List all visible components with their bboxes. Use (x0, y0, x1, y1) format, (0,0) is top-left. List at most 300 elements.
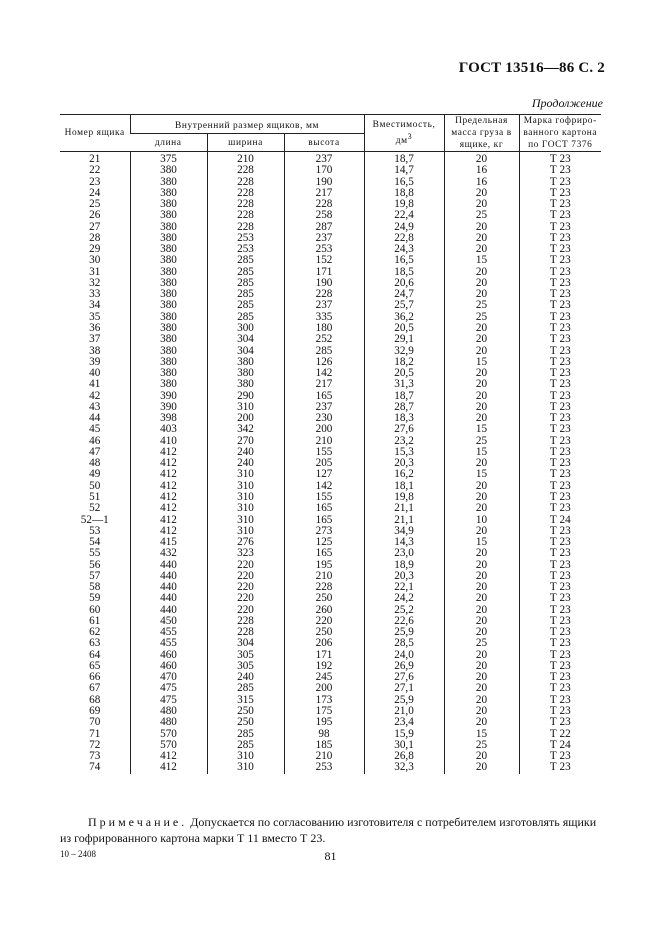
cell-box-number: 70 (89, 717, 101, 729)
cell-cardboard-grade: Т 23 (519, 695, 601, 706)
cell-max-load: 20 (444, 593, 519, 604)
table-row (60, 357, 601, 368)
cell-max-load: 20 (444, 582, 519, 593)
header-capacity (364, 115, 444, 152)
cell-capacity: 20,5 (364, 368, 444, 379)
cell-height: 155 (284, 492, 364, 503)
cell-box-number: 62 (89, 627, 101, 639)
cell-box-number: 45 (89, 424, 101, 436)
table-row (60, 503, 601, 514)
cell-capacity: 31,3 (364, 379, 444, 390)
cell-capacity: 23,4 (364, 717, 444, 728)
cell-width: 304 (207, 334, 284, 345)
table-row (60, 334, 601, 345)
table-row (60, 458, 601, 469)
table-row (60, 222, 601, 233)
cell-max-load: 25 (444, 312, 519, 323)
cell-capacity: 18,2 (364, 357, 444, 368)
cell-cardboard-grade: Т 23 (519, 560, 601, 571)
cell-max-load: 20 (444, 706, 519, 717)
cell-height: 170 (284, 165, 364, 176)
cell-max-load: 20 (444, 481, 519, 492)
cell-capacity: 20,3 (364, 571, 444, 582)
cell-length: 380 (130, 188, 207, 199)
cell-box-number: 23 (89, 176, 101, 188)
cell-box-number: 38 (89, 345, 101, 357)
cell-length: 380 (130, 334, 207, 345)
cell-capacity: 24,7 (364, 289, 444, 300)
table-row (60, 582, 601, 593)
cell-box-number: 48 (89, 458, 101, 470)
cell-cardboard-grade: Т 23 (519, 548, 601, 559)
cell-cardboard-grade: Т 23 (519, 503, 601, 514)
cell-width: 285 (207, 255, 284, 266)
cell-length: 380 (130, 267, 207, 278)
cell-height: 237 (284, 402, 364, 413)
cell-capacity: 18,9 (364, 560, 444, 571)
cell-capacity: 20,5 (364, 323, 444, 334)
header-height: высота (284, 134, 364, 152)
cell-capacity: 24,9 (364, 222, 444, 233)
cell-width: 310 (207, 526, 284, 537)
cell-width: 310 (207, 503, 284, 514)
table-row (60, 560, 601, 571)
table-row (60, 650, 601, 661)
table-row (60, 312, 601, 323)
cell-height: 217 (284, 188, 364, 199)
cell-width: 310 (207, 751, 284, 762)
cell-box-number: 42 (89, 390, 101, 402)
cell-capacity: 21,1 (364, 515, 444, 526)
cell-length: 412 (130, 751, 207, 762)
cell-box-number: 26 (89, 210, 101, 222)
cell-capacity: 16,5 (364, 177, 444, 188)
cell-box-number: 67 (89, 683, 101, 695)
cell-width: 285 (207, 312, 284, 323)
cell-height: 228 (284, 289, 364, 300)
box-sizes-table (60, 114, 601, 774)
cell-width: 323 (207, 548, 284, 559)
cell-max-load: 16 (444, 177, 519, 188)
table-row (60, 289, 601, 300)
cell-box-number: 73 (89, 751, 101, 763)
cell-box-number: 74 (89, 762, 101, 774)
cell-max-load: 20 (444, 526, 519, 537)
cell-cardboard-grade: Т 23 (519, 605, 601, 616)
cell-box-number: 58 (89, 582, 101, 594)
cell-height: 285 (284, 346, 364, 357)
cell-length: 380 (130, 165, 207, 176)
table-row (60, 548, 601, 559)
table-row (60, 683, 601, 694)
cell-length: 480 (130, 717, 207, 728)
cell-max-load: 15 (444, 255, 519, 266)
table-row (60, 638, 601, 649)
cell-max-load: 20 (444, 391, 519, 402)
cell-max-load: 25 (444, 300, 519, 311)
cell-length: 398 (130, 413, 207, 424)
cell-cardboard-grade: Т 23 (519, 312, 601, 323)
cell-length: 380 (130, 278, 207, 289)
cell-box-number: 30 (89, 255, 101, 267)
table-row (60, 605, 601, 616)
cell-length: 440 (130, 560, 207, 571)
cell-height: 228 (284, 582, 364, 593)
cell-box-number: 54 (89, 537, 101, 549)
cell-max-load: 20 (444, 661, 519, 672)
table-row (60, 492, 601, 503)
cell-capacity: 18,7 (364, 391, 444, 402)
cell-box-number: 33 (89, 289, 101, 301)
cell-cardboard-grade: Т 23 (519, 402, 601, 413)
cell-capacity: 32,3 (364, 762, 444, 773)
header-inner-size: Внутренний размер ящиков, мм (130, 115, 364, 134)
cell-capacity: 30,1 (364, 740, 444, 751)
table-body (60, 152, 601, 774)
cell-length: 412 (130, 503, 207, 514)
cell-box-number: 72 (89, 739, 101, 751)
cell-height: 142 (284, 368, 364, 379)
cell-box-number: 32 (89, 277, 101, 289)
table-row (60, 672, 601, 683)
table-row (60, 391, 601, 402)
cell-capacity: 29,1 (364, 334, 444, 345)
cell-height: 287 (284, 222, 364, 233)
cell-box-number: 71 (89, 728, 101, 740)
cell-cardboard-grade: Т 23 (519, 436, 601, 447)
cell-cardboard-grade: Т 23 (519, 300, 601, 311)
header-box-number: Номер ящика (60, 115, 130, 152)
cell-width: 228 (207, 616, 284, 627)
cell-cardboard-grade: Т 23 (519, 346, 601, 357)
cell-capacity: 28,5 (364, 638, 444, 649)
cell-cardboard-grade: Т 23 (519, 582, 601, 593)
cell-length: 403 (130, 424, 207, 435)
cell-cardboard-grade: Т 23 (519, 638, 601, 649)
table-row (60, 515, 601, 526)
cell-cardboard-grade: Т 23 (519, 188, 601, 199)
cell-length: 380 (130, 255, 207, 266)
cell-width: 220 (207, 560, 284, 571)
cell-length: 570 (130, 740, 207, 751)
cell-max-load: 20 (444, 627, 519, 638)
cell-height: 210 (284, 571, 364, 582)
cell-cardboard-grade: Т 23 (519, 210, 601, 221)
cell-height: 250 (284, 593, 364, 604)
cell-height: 250 (284, 627, 364, 638)
cell-length: 455 (130, 638, 207, 649)
cell-height: 165 (284, 548, 364, 559)
cell-height: 237 (284, 233, 364, 244)
page-number: 81 (324, 849, 337, 863)
cell-height: 205 (284, 458, 364, 469)
cell-max-load: 20 (444, 334, 519, 345)
cell-length: 380 (130, 346, 207, 357)
table-row (60, 379, 601, 390)
table-row (60, 346, 601, 357)
cell-cardboard-grade: Т 23 (519, 762, 601, 773)
cell-box-number: 57 (89, 570, 101, 582)
cell-cardboard-grade: Т 23 (519, 368, 601, 379)
cell-cardboard-grade: Т 23 (519, 289, 601, 300)
cell-max-load: 20 (444, 548, 519, 559)
table-row (60, 695, 601, 706)
table-row (60, 188, 601, 199)
cell-box-number: 47 (89, 446, 101, 458)
cell-max-load: 20 (444, 762, 519, 773)
cell-height: 180 (284, 323, 364, 334)
cell-max-load: 16 (444, 165, 519, 176)
cell-box-number: 40 (89, 368, 101, 380)
cell-length: 475 (130, 683, 207, 694)
cell-cardboard-grade: Т 23 (519, 571, 601, 582)
cell-box-number: 44 (89, 413, 101, 425)
cell-capacity: 22,6 (364, 616, 444, 627)
cell-length: 455 (130, 627, 207, 638)
cell-capacity: 21,1 (364, 503, 444, 514)
continuation-label: Продолжение (531, 96, 603, 110)
imprint-code: 10 – 2408 (60, 849, 96, 859)
cell-width: 310 (207, 492, 284, 503)
cell-cardboard-grade: Т 23 (519, 481, 601, 492)
cell-height: 165 (284, 503, 364, 514)
table-row (60, 740, 601, 751)
cell-max-load: 15 (444, 357, 519, 368)
cell-width: 270 (207, 436, 284, 447)
cell-cardboard-grade: Т 23 (519, 255, 601, 266)
cell-box-number: 27 (89, 221, 101, 233)
table-row (60, 199, 601, 210)
cell-max-load: 25 (444, 740, 519, 751)
cell-capacity: 26,8 (364, 751, 444, 762)
cell-capacity: 19,8 (364, 492, 444, 503)
cell-length: 470 (130, 672, 207, 683)
cell-length: 412 (130, 469, 207, 480)
table-row (60, 278, 601, 289)
cell-length: 480 (130, 706, 207, 717)
cell-cardboard-grade: Т 23 (519, 627, 601, 638)
cell-max-load: 20 (444, 379, 519, 390)
cell-cardboard-grade: Т 22 (519, 729, 601, 740)
cell-capacity: 18,5 (364, 267, 444, 278)
cell-max-load: 20 (444, 368, 519, 379)
cell-length: 380 (130, 323, 207, 334)
cell-height: 217 (284, 379, 364, 390)
cell-width: 276 (207, 537, 284, 548)
cell-box-number: 49 (89, 469, 101, 481)
cell-cardboard-grade: Т 23 (519, 267, 601, 278)
cell-height: 258 (284, 210, 364, 221)
cell-capacity: 28,7 (364, 402, 444, 413)
cell-length: 380 (130, 300, 207, 311)
cell-capacity: 27,6 (364, 672, 444, 683)
table-row (60, 481, 601, 492)
cell-cardboard-grade: Т 23 (519, 334, 601, 345)
cell-width: 305 (207, 650, 284, 661)
cell-cardboard-grade: Т 23 (519, 357, 601, 368)
cell-capacity: 25,9 (364, 695, 444, 706)
cell-width: 310 (207, 762, 284, 773)
cell-box-number: 55 (89, 548, 101, 560)
cell-cardboard-grade: Т 23 (519, 199, 601, 210)
cell-max-load: 25 (444, 436, 519, 447)
cell-height: 206 (284, 638, 364, 649)
cell-height: 230 (284, 413, 364, 424)
cell-max-load: 20 (444, 717, 519, 728)
cell-cardboard-grade: Т 23 (519, 616, 601, 627)
cell-height: 98 (284, 729, 364, 740)
cell-max-load: 20 (444, 650, 519, 661)
table-row (60, 424, 601, 435)
cell-capacity: 16,2 (364, 469, 444, 480)
table-row (60, 244, 601, 255)
cell-length: 412 (130, 762, 207, 773)
cell-width: 315 (207, 695, 284, 706)
cell-height: 253 (284, 244, 364, 255)
cell-box-number: 69 (89, 706, 101, 718)
footnote-label: Примечание. (88, 815, 188, 829)
cell-box-number: 68 (89, 694, 101, 706)
cell-max-load: 20 (444, 222, 519, 233)
cell-cardboard-grade: Т 23 (519, 650, 601, 661)
cell-max-load: 20 (444, 683, 519, 694)
cell-length: 450 (130, 616, 207, 627)
cell-box-number: 37 (89, 334, 101, 346)
table-row (60, 469, 601, 480)
cell-max-load: 20 (444, 199, 519, 210)
cell-max-load: 15 (444, 447, 519, 458)
cell-height: 152 (284, 255, 364, 266)
cell-width: 228 (207, 188, 284, 199)
cell-box-number: 29 (89, 244, 101, 256)
cell-max-load: 20 (444, 672, 519, 683)
cell-max-load: 20 (444, 188, 519, 199)
cell-capacity: 22,1 (364, 582, 444, 593)
cell-capacity: 16,5 (364, 255, 444, 266)
cell-box-number: 65 (89, 660, 101, 672)
cell-width: 304 (207, 638, 284, 649)
cell-box-number: 34 (89, 300, 101, 312)
header-length: длина (130, 134, 207, 152)
table-row (60, 177, 601, 188)
cell-cardboard-grade: Т 23 (519, 526, 601, 537)
cell-box-number: 52—1 (80, 514, 109, 526)
table-row (60, 537, 601, 548)
table-row (60, 627, 601, 638)
cell-box-number: 50 (89, 480, 101, 492)
cell-cardboard-grade: Т 23 (519, 469, 601, 480)
cell-width: 380 (207, 368, 284, 379)
cell-capacity: 14,3 (364, 537, 444, 548)
cell-box-number: 39 (89, 356, 101, 368)
cell-height: 195 (284, 717, 364, 728)
header-capacity-superscript: 3 (407, 131, 413, 141)
cell-height: 200 (284, 424, 364, 435)
cell-max-load: 15 (444, 469, 519, 480)
cell-width: 310 (207, 515, 284, 526)
table-row (60, 717, 601, 728)
cell-width: 220 (207, 593, 284, 604)
cell-height: 125 (284, 537, 364, 548)
cell-width: 253 (207, 233, 284, 244)
cell-max-load: 15 (444, 537, 519, 548)
header-cardboard-grade: Марка гофриро-ванного картона по ГОСТ 7376 (519, 115, 601, 152)
cell-width: 285 (207, 289, 284, 300)
cell-cardboard-grade: Т 23 (519, 222, 601, 233)
cell-length: 380 (130, 379, 207, 390)
cell-max-load: 15 (444, 729, 519, 740)
cell-box-number: 25 (89, 199, 101, 211)
cell-length: 412 (130, 492, 207, 503)
cell-max-load: 20 (444, 751, 519, 762)
cell-length: 380 (130, 289, 207, 300)
cell-height: 200 (284, 683, 364, 694)
cell-capacity: 23,0 (364, 548, 444, 559)
cell-cardboard-grade: Т 23 (519, 177, 601, 188)
cell-capacity: 34,9 (364, 526, 444, 537)
cell-width: 310 (207, 402, 284, 413)
cell-length: 432 (130, 548, 207, 559)
cell-width: 210 (207, 152, 284, 166)
cell-cardboard-grade: Т 23 (519, 391, 601, 402)
table-row (60, 447, 601, 458)
cell-width: 290 (207, 391, 284, 402)
cell-length: 380 (130, 233, 207, 244)
cell-length: 380 (130, 368, 207, 379)
cell-width: 304 (207, 346, 284, 357)
cell-capacity: 25,2 (364, 605, 444, 616)
cell-max-load: 20 (444, 244, 519, 255)
cell-width: 380 (207, 379, 284, 390)
cell-cardboard-grade: Т 23 (519, 661, 601, 672)
cell-capacity: 25,7 (364, 300, 444, 311)
cell-max-load: 20 (444, 346, 519, 357)
cell-width: 200 (207, 413, 284, 424)
cell-height: 185 (284, 740, 364, 751)
cell-cardboard-grade: Т 23 (519, 683, 601, 694)
cell-height: 210 (284, 751, 364, 762)
cell-width: 240 (207, 447, 284, 458)
table-row (60, 413, 601, 424)
cell-width: 310 (207, 481, 284, 492)
cell-height: 165 (284, 515, 364, 526)
cell-width: 285 (207, 267, 284, 278)
cell-box-number: 51 (89, 491, 101, 503)
table-row (60, 255, 601, 266)
cell-box-number: 46 (89, 435, 101, 447)
cell-box-number: 60 (89, 604, 101, 616)
cell-length: 570 (130, 729, 207, 740)
page-header-standard: ГОСТ 13516—86 С. 2 (458, 60, 605, 76)
cell-max-load: 20 (444, 616, 519, 627)
cell-capacity: 23,2 (364, 436, 444, 447)
cell-capacity: 26,9 (364, 661, 444, 672)
cell-width: 310 (207, 469, 284, 480)
cell-box-number: 31 (89, 266, 101, 278)
cell-capacity: 21,0 (364, 706, 444, 717)
cell-length: 440 (130, 571, 207, 582)
cell-box-number: 64 (89, 649, 101, 661)
cell-length: 380 (130, 210, 207, 221)
cell-length: 380 (130, 357, 207, 368)
cell-length: 380 (130, 312, 207, 323)
cell-capacity: 32,9 (364, 346, 444, 357)
cell-cardboard-grade: Т 24 (519, 740, 601, 751)
cell-width: 220 (207, 582, 284, 593)
cell-width: 228 (207, 627, 284, 638)
cell-max-load: 20 (444, 402, 519, 413)
cell-cardboard-grade: Т 23 (519, 244, 601, 255)
